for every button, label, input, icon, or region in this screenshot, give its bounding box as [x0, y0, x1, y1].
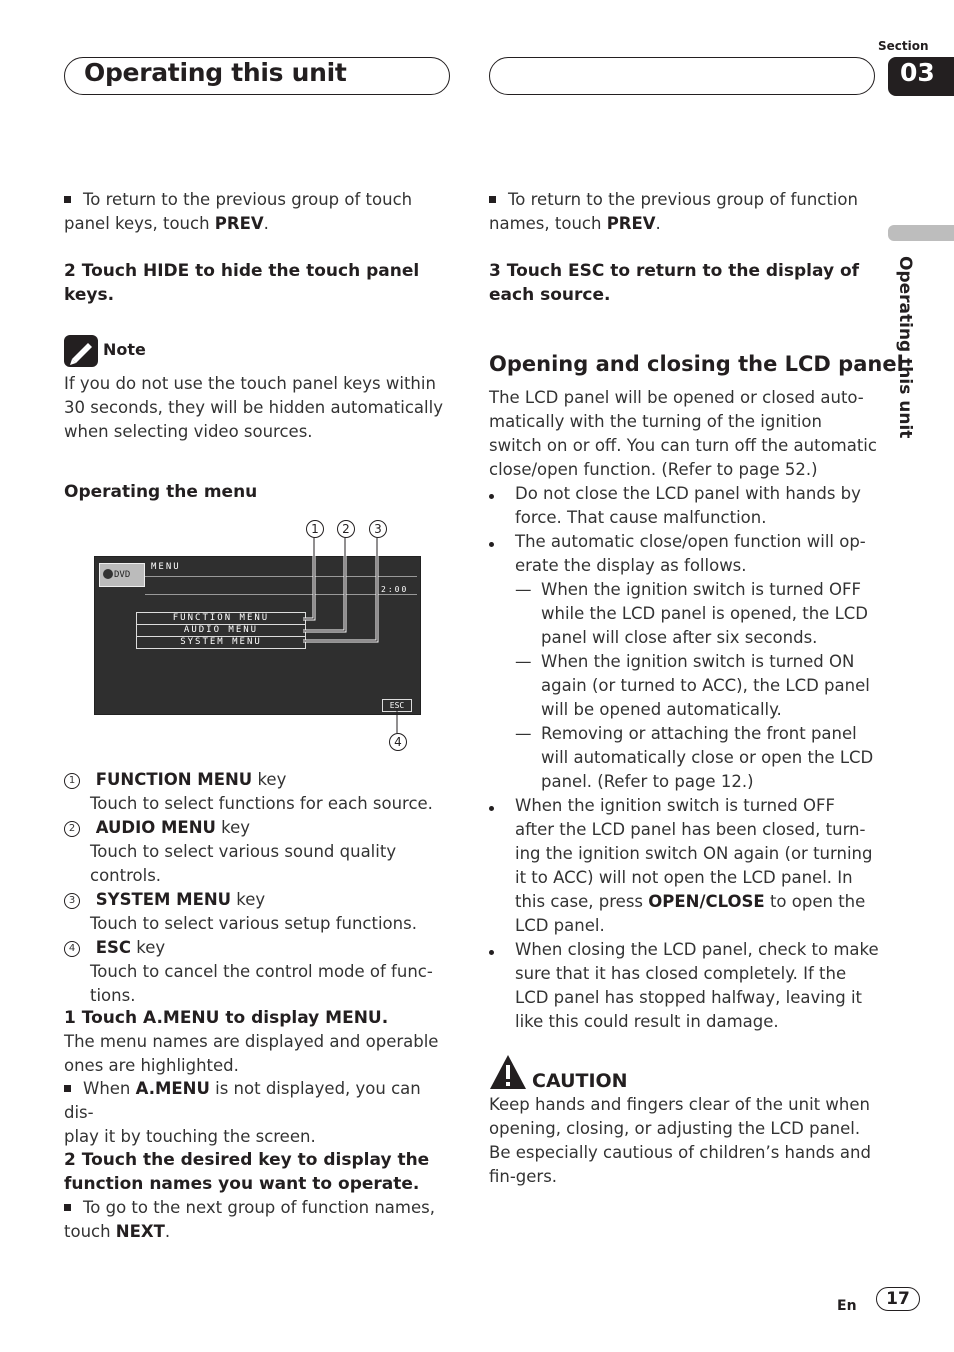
screen-menu-label: MENU [151, 562, 181, 572]
step-2-heading: 2 Touch HIDE to hide the touch panel keys. [64, 261, 420, 305]
step-3-heading: 3 Touch ESC to return to the display of each source. [489, 261, 860, 305]
step-1-heading: 1 Touch A.MENU to display MENU. [64, 1008, 389, 1028]
side-section-label: Operating this unit [895, 256, 915, 439]
key-item-function: 1 FUNCTION MENU key [64, 768, 454, 792]
key-desc-system: Touch to select various setup functions. [90, 914, 417, 933]
system-menu-button[interactable]: SYSTEM MENU [136, 636, 306, 649]
lcd-intro: The LCD panel will be opened or closed auto-matically with the turning of the ignition switch on or off. You can turn off the automatic close/open function. (Refer to page 52.) [489, 388, 877, 479]
step-2-desired-heading: 2 Touch the desired key to display the function names you want to operate. [64, 1150, 430, 1194]
key-item-system: 3 SYSTEM MENU key [64, 888, 454, 912]
dvd-label: DVD [114, 570, 131, 580]
audio-menu-button[interactable]: AUDIO MENU [136, 624, 306, 637]
callout-1: 1 [306, 520, 324, 539]
bullet-icon [489, 950, 494, 955]
square-bullet-icon [489, 196, 496, 203]
note-label: Note [103, 340, 146, 359]
callout-3: 3 [369, 520, 387, 539]
dash-item: — When the ignition switch is turned ON again (or turned to ACC), the LCD panel will be opened automatically. [515, 652, 870, 719]
amenu-note: When A.MENU is not displayed, you can dis- play it by touching the screen. [64, 1079, 421, 1146]
section-label: Section [878, 39, 929, 53]
key-item-audio: 2 AUDIO MENU key [64, 816, 454, 840]
bullet-item: When closing the LCD panel, check to make sure that it has closed completely. If the LCD panel has stopped halfway, leaving it like this could result in damage. [489, 938, 879, 1034]
key-desc-esc: Touch to cancel the control mode of func- tions. [90, 962, 433, 1005]
key-list [64, 768, 454, 1008]
step-1-text: The menu names are displayed and operable ones are highlighted. [64, 1032, 439, 1075]
esc-button[interactable]: ESC [382, 699, 412, 712]
callout-4: 4 [389, 733, 407, 752]
bullet-icon [489, 806, 494, 811]
lcd-bullets [489, 482, 879, 1034]
section-number: 03 [900, 58, 935, 87]
next-note: To go to the next group of function names, touch NEXT. [64, 1198, 435, 1241]
dash-item: — Removing or attaching the front panel will automatically close or open the LCD panel. (Refer to page 12.) [515, 724, 874, 791]
function-menu-button[interactable]: FUNCTION MENU [136, 612, 306, 625]
key-desc-function: Touch to select functions for each source. [90, 794, 433, 813]
bullet-item: The automatic close/open function will op-erate the display as follows. [489, 530, 879, 578]
language-label: En [837, 1298, 857, 1314]
caution-text: Keep hands and fingers clear of the unit when opening, closing, or adjusting the LCD panel. Be especially cautious of children’s hands and fin-gers. [489, 1095, 871, 1186]
bullet-icon [489, 542, 494, 547]
prev-function-note: To return to the previous group of function names, touch PREV. [489, 190, 858, 233]
bullet-item: Do not close the LCD panel with hands by force. That cause malfunction. [489, 482, 879, 530]
screen-clock: 2:00 [381, 585, 409, 594]
callout-2: 2 [337, 520, 355, 539]
note-text: If you do not use the touch panel keys within 30 seconds, they will be hidden automatically when selecting video sources. [64, 374, 443, 441]
bullet-icon [489, 494, 494, 499]
caution-label: CAUTION [532, 1070, 628, 1092]
key-desc-audio: Touch to select various sound quality controls. [90, 842, 397, 885]
lcd-section-heading: Opening and closing the LCD panel [489, 352, 904, 376]
caution-icon [489, 1054, 527, 1094]
dash-item: — When the ignition switch is turned OFF while the LCD panel is opened, the LCD panel will close after six seconds. [515, 580, 868, 647]
key-item-esc: 4 ESC key [64, 936, 454, 960]
operating-menu-heading: Operating the menu [64, 482, 258, 502]
bullet-item: When the ignition switch is turned OFF after the LCD panel has been closed, turn-ing the ignition switch ON again (or turning it to ACC) will not open the LCD panel. In this case, press OPEN/CLOSE to open the LCD panel. [489, 794, 879, 938]
page-title: Operating this unit [84, 58, 347, 87]
square-bullet-icon [64, 1085, 71, 1092]
square-bullet-icon [64, 1204, 71, 1211]
prev-touch-note: To return to the previous group of touch panel keys, touch PREV. [64, 190, 413, 233]
page-number: 17 [876, 1287, 920, 1311]
